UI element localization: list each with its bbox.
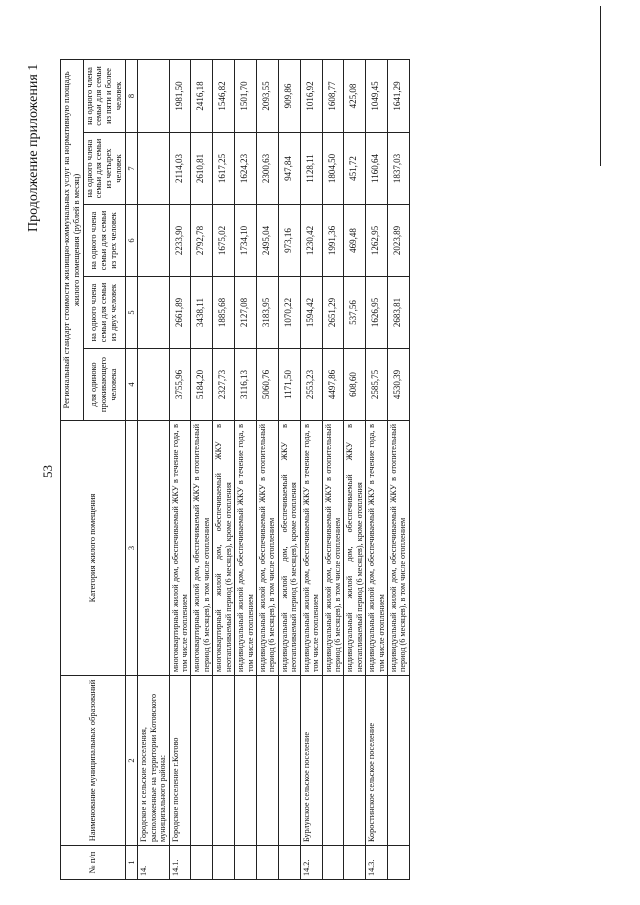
row-value: 1626,95 [366,277,388,349]
row-municipality: Коростинское сельское поселение [366,676,388,846]
table-row [322,59,344,879]
row-value: 1128,11 [300,133,322,205]
row-num: 14.2. [300,846,322,880]
row-value: 3755,96 [169,349,191,421]
row-municipality [235,676,257,846]
row-num [344,846,366,880]
table-row [213,59,235,879]
row-value: 1171,50 [278,349,300,421]
row-value: 2683,81 [388,277,410,349]
row-category: индивидуальный жилой дом, обеспечиваемый ЖКУ в неотапливаемый период (6 месяцев), кроме отопления [344,421,366,676]
row-category: индивидуальный жилой дом, обеспечиваемый ЖКУ в неотапливаемый период (6 месяцев), кроме отопления [278,421,300,676]
col-number: 6 [125,205,138,277]
table-row [191,59,213,879]
row-value: 1981,50 [169,59,191,132]
row-value: 2651,29 [322,277,344,349]
row-value: 1262,95 [366,205,388,277]
col-number: 5 [125,277,138,349]
row-municipality [322,676,344,846]
row-value: 2327,73 [213,349,235,421]
row-value: 2553,23 [300,349,322,421]
table-row [169,59,191,879]
row-value: 608,60 [344,349,366,421]
page-number: 53 [40,465,55,478]
row-num [213,846,235,880]
row-value: 2093,55 [257,59,279,132]
row-value: 2495,04 [257,205,279,277]
row-municipality [344,676,366,846]
row-value: 469,48 [344,205,366,277]
table-row [278,59,300,879]
row-value: 1675,02 [213,205,235,277]
header-sub-col: на одного члена семьи для семьи из четырех человек [83,133,125,205]
row-num [278,846,300,880]
row-value: 3116,13 [235,349,257,421]
row-num: 14.3. [366,846,388,880]
row-value: 1070,22 [278,277,300,349]
row-value: 2114,03 [169,133,191,205]
col-number: 1 [125,846,138,880]
col-number: 2 [125,676,138,846]
row-value: 947,84 [278,133,300,205]
row-category: многоквартирный жилой дом, обеспечиваемый ЖКУ в неотапливаемый период (6 месяцев), кроме отопления [213,421,235,676]
col-number: 8 [125,59,138,132]
table-row [344,59,366,879]
row-value: 1804,50 [322,133,344,205]
table-row [257,59,279,879]
col-number: 7 [125,133,138,205]
row-value: 2023,89 [388,205,410,277]
header-group-title: Региональный стандарт стоимости жилищно-коммунальных услуг на нормативную площадь жилого помещения (рублей в месяц) [61,59,84,420]
row-value: 2416,18 [191,59,213,132]
row-category: индивидуальный жилой дом, обеспечиваемый ЖКУ в течение года, в том числе отоплением [235,421,257,676]
header-num: № п/п [61,846,126,880]
header-sub-col: на одного члена семьи для семьи из трех человек [83,205,125,277]
row-value: 2585,75 [366,349,388,421]
row-value: 2610,81 [191,133,213,205]
row-num [257,846,279,880]
row-num: 14.1. [169,846,191,880]
row-value: 3438,11 [191,277,213,349]
table-row [366,59,388,879]
header-sub-col: на одного члена семьи для семьи из пяти и более человек [83,59,125,132]
row-value: 1501,70 [235,59,257,132]
row-num [322,846,344,880]
standard-cost-table [60,59,410,880]
appendix-caption: Продолжение приложения 1 [26,63,41,232]
header-municipality: Наименование муниципальных образований [61,676,126,846]
row-value: 1608,77 [322,59,344,132]
row-value: 1885,68 [213,277,235,349]
row-municipality [213,676,235,846]
row-category: индивидуальный жилой дом, обеспечиваемый ЖКУ в отопительный период (6 месяцев), в том числе отоплением [257,421,279,676]
rotated-table-container [60,60,608,880]
header-category: Категория жилого помещения [61,421,126,676]
col-number: 4 [125,349,138,421]
row-municipality [191,676,213,846]
row-num [235,846,257,880]
row-municipality: Городское поселение г.Котово [169,676,191,846]
row-municipality [257,676,279,846]
row-value: 2661,89 [169,277,191,349]
col-number: 3 [125,421,138,676]
section-name: Городское и сельские поселения, расположенные на территории Котовского муниципального района: [138,676,169,846]
row-value: 5184,20 [191,349,213,421]
row-value: 973,16 [278,205,300,277]
row-value: 451,72 [344,133,366,205]
row-value: 1991,36 [322,205,344,277]
row-value: 1641,29 [388,59,410,132]
row-value: 1617,25 [213,133,235,205]
row-value: 1230,42 [300,205,322,277]
row-municipality: Бурлукское сельское поселение [300,676,322,846]
row-value: 1624,23 [235,133,257,205]
row-category: многоквартирный жилой дом, обеспечиваемый ЖКУ в отопительный период (6 месяцев), в том числе отоплением [191,421,213,676]
row-value: 5060,76 [257,349,279,421]
row-value: 425,08 [344,59,366,132]
row-value: 4497,86 [322,349,344,421]
row-value: 1016,92 [300,59,322,132]
row-value: 3183,95 [257,277,279,349]
table-row [388,59,410,879]
row-value: 2300,63 [257,133,279,205]
row-category: индивидуальный жилой дом, обеспечиваемый ЖКУ в отопительный период (6 месяцев), в том числе отоплением [388,421,410,676]
table-row [235,59,257,879]
row-category: индивидуальный жилой дом, обеспечиваемый ЖКУ в течение года, в том числе отоплением [300,421,322,676]
row-value: 1594,42 [300,277,322,349]
row-num [388,846,410,880]
row-value: 1837,03 [388,133,410,205]
row-category: индивидуальный жилой дом, обеспечиваемый ЖКУ в отопительный период (6 месяцев), в том числе отоплением [322,421,344,676]
row-value: 1160,64 [366,133,388,205]
section-row [138,59,169,879]
row-value: 1734,10 [235,205,257,277]
row-value: 2792,78 [191,205,213,277]
header-sub-col: на одного члена семьи для семьи из двух человек [83,277,125,349]
row-category: индивидуальный жилой дом, обеспечиваемый ЖКУ в течение года, в том числе отоплением [366,421,388,676]
section-num: 14. [138,846,169,880]
row-value: 2127,08 [235,277,257,349]
row-municipality [388,676,410,846]
row-num [191,846,213,880]
row-category: многоквартирный жилой дом, обеспечиваемый ЖКУ в течение года, в том числе отоплением [169,421,191,676]
row-municipality [278,676,300,846]
header-sub-col: для одиноко проживающего человека [83,349,125,421]
row-value: 2233,90 [169,205,191,277]
row-value: 4530,39 [388,349,410,421]
row-value: 537,56 [344,277,366,349]
table-row [300,59,322,879]
row-value: 909,86 [278,59,300,132]
row-value: 1049,45 [366,59,388,132]
row-value: 1546,82 [213,59,235,132]
